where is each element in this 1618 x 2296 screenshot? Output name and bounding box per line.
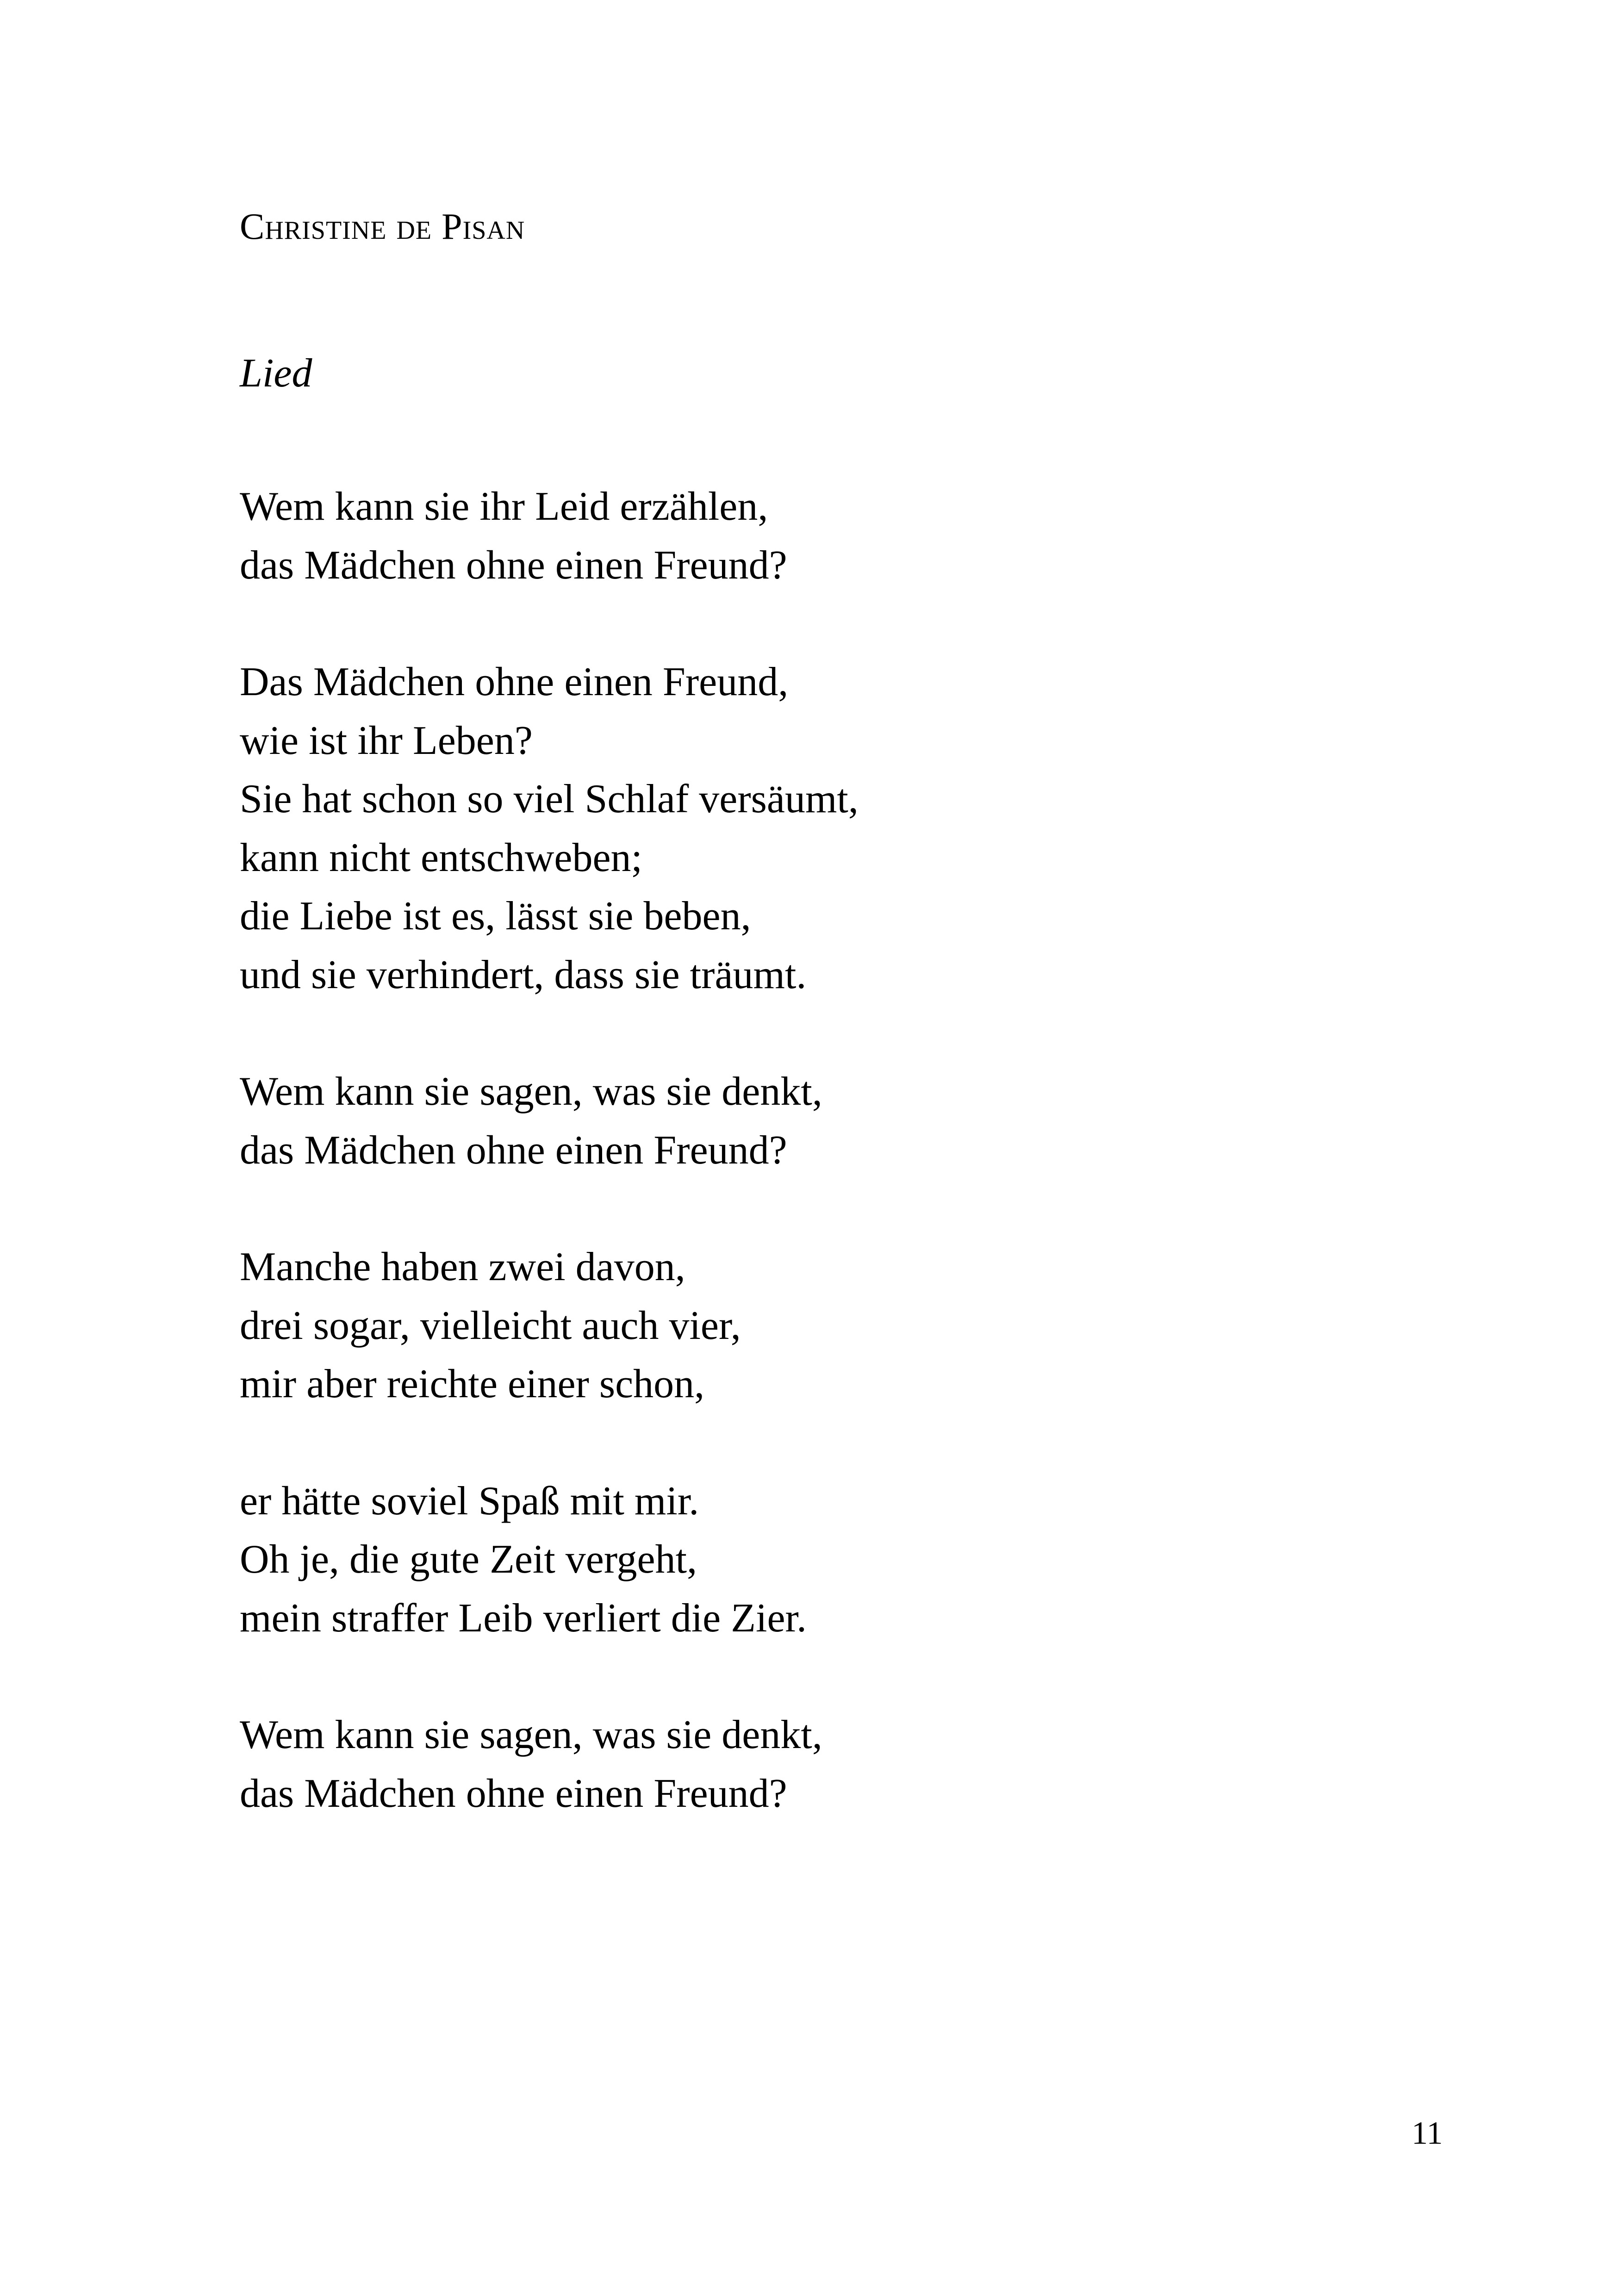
- poem-body: [240, 478, 1443, 1881]
- poem-line: und sie verhindert, dass sie träumt.: [240, 952, 807, 997]
- poem-line: das Mädchen ohne einen Freund?: [240, 542, 787, 588]
- poem-line: Wem kann sie ihr Leid erzählen,: [240, 484, 768, 529]
- poem-line: Wem kann sie sagen, was sie denkt,: [240, 1712, 822, 1757]
- poem-line: die Liebe ist es, lässt sie beben,: [240, 894, 751, 939]
- poem-line: kann nicht entschweben;: [240, 835, 642, 880]
- poem-line: wie ist ihr Leben?: [240, 718, 533, 763]
- stanza: [240, 1706, 1443, 1823]
- poem-line: Wem kann sie sagen, was sie denkt,: [240, 1069, 822, 1114]
- poem-line: er hätte soviel Spaß mit mir.: [240, 1478, 699, 1524]
- poem-line: Oh je, die gute Zeit vergeht,: [240, 1537, 697, 1582]
- poem-line: das Mädchen ohne einen Freund?: [240, 1127, 787, 1173]
- poem-line: mir aber reichte einer schon,: [240, 1362, 705, 1406]
- author-name: Christine de Pisan: [240, 206, 525, 247]
- poem-title: Lied: [240, 351, 312, 396]
- poem-line: Das Mädchen ohne einen Freund,: [240, 660, 789, 704]
- poem-line: das Mädchen ohne einen Freund?: [240, 1771, 787, 1816]
- poem-line: drei sogar, vielleicht auch vier,: [240, 1303, 741, 1348]
- stanza: [240, 1238, 1443, 1414]
- stanza: [240, 478, 1443, 595]
- stanza: [240, 1472, 1443, 1648]
- page-number: 11: [1412, 2116, 1443, 2151]
- poem-line: mein straffer Leib verliert die Zier.: [240, 1595, 807, 1641]
- stanza: [240, 1063, 1443, 1180]
- stanza: [240, 653, 1443, 1004]
- poem-line: Manche haben zwei davon,: [240, 1244, 685, 1289]
- poem-line: Sie hat schon so viel Schlaf versäumt,: [240, 777, 859, 821]
